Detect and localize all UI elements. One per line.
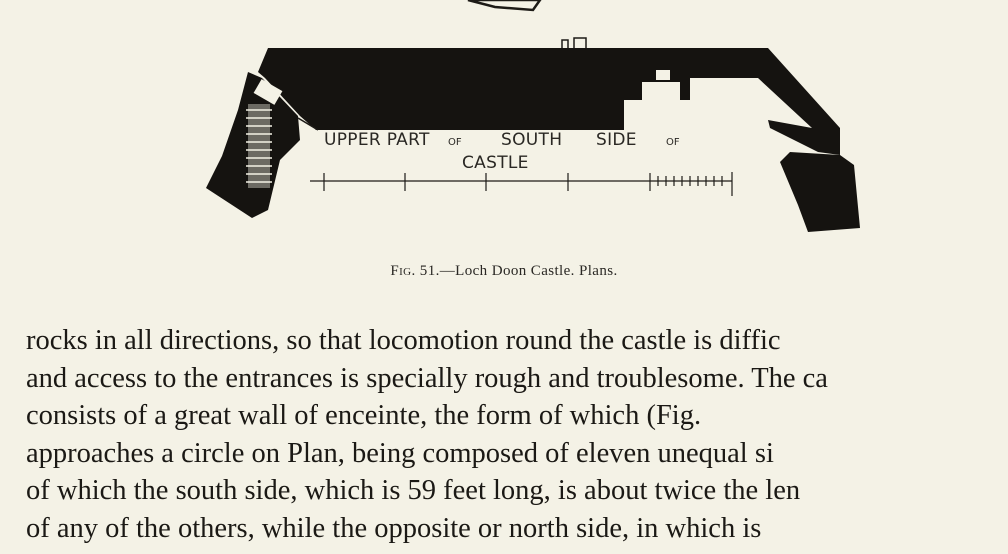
body-line: approaches a circle on Plan, being composed of eleven unequal si <box>26 437 774 469</box>
body-line: of any of the others, while the opposite or north side, in which is <box>26 512 762 544</box>
label-south: SOUTH <box>501 130 563 150</box>
label-of-2: OF <box>666 137 680 148</box>
castle-plan-figure <box>0 0 1008 250</box>
wall-recess <box>642 82 680 100</box>
crenellation-marks <box>562 38 586 48</box>
label-castle: CASTLE <box>462 153 529 173</box>
body-line: consists of a great wall of enceinte, the form of which (Fig. <box>26 400 702 431</box>
body-line: and access to the entrances is specially rough and troublesome. The ca <box>26 362 828 394</box>
stair-hatching <box>246 104 272 188</box>
label-of-1: OF <box>448 137 462 148</box>
figure-caption-prefix: Fig. <box>390 263 416 279</box>
scale-bar <box>310 172 732 196</box>
wall-recess-inner <box>656 70 670 80</box>
figure-caption <box>0 263 1008 280</box>
plan-fragment-top <box>468 0 540 10</box>
label-upper-part: UPPER PART <box>324 130 430 150</box>
body-paragraph <box>26 322 1008 547</box>
body-line: rocks in all directions, so that locomotion round the castle is diffic <box>26 325 781 356</box>
label-side: SIDE <box>596 130 637 150</box>
figure-caption-text: 51.—Loch Doon Castle. Plans. <box>415 263 618 279</box>
wall-mass-right-lower <box>780 152 860 232</box>
body-line: of which the south side, which is 59 feet long, is about twice the len <box>26 475 801 506</box>
wall-mass-top <box>258 48 840 130</box>
